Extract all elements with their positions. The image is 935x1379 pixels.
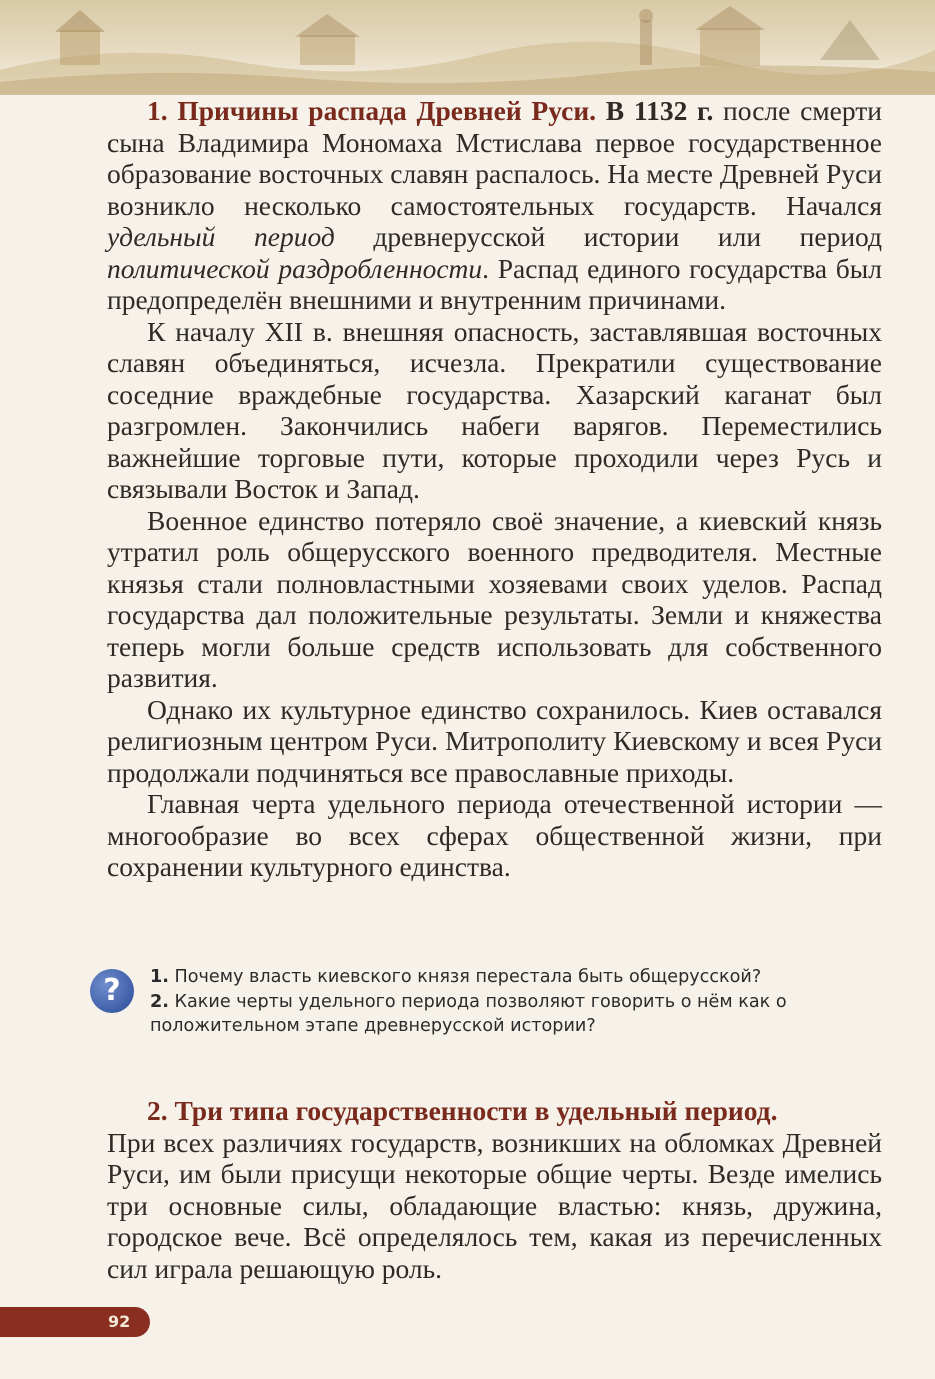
question-number: 1. — [150, 967, 169, 987]
section-2 — [107, 1095, 882, 1284]
question-text: Какие черты удельного периода позволяют говорить о нём как о положительном этапе древнерусской истории? — [150, 991, 787, 1036]
question-text: Почему власть киевского князя перестала быть общерусской? — [168, 967, 762, 987]
section-1-paragraph-1 — [107, 95, 882, 316]
section-1-paragraph-2: К началу XII в. внешняя опасность, заставлявшая восточных славян объединяться, исчезла. Прекратили существование соседние враждебные государства. Хазарский каганат был разгромлен. Закончились набеги варягов. Переместились важнейшие торговые пути, которые проходили через Русь и связывали Восток и Запад. — [107, 315, 882, 504]
question-item — [150, 990, 880, 1039]
section-2-number: 2. — [147, 1095, 168, 1126]
question-mark-icon: ? — [90, 969, 134, 1013]
question-item — [150, 965, 880, 990]
term-political-fragmentation: политической раздробленности — [107, 252, 483, 284]
review-questions — [90, 965, 890, 1055]
header-landscape-image — [0, 0, 935, 95]
year-highlight: В 1132 г. — [605, 95, 714, 126]
header-illustration — [0, 0, 935, 95]
term-udelny-period: удельный период — [107, 221, 335, 252]
question-list — [150, 965, 880, 1039]
paragraph-text: При всех различиях государств, возникших на обломках Древней Руси, им были присущи некоторые общие черты. Везде имелись три основные силы, обладающие властью: князь, дружина, городское вече. Всё определялось тем, какая из перечисленных сил играла решающую роль. — [107, 1126, 882, 1284]
section-1-paragraph-4: Однако их культурное единство сохранилось. Киев оставался религиозным центром Руси. Митрополиту Киевскому и всея Руси продолжали подчиняться все православные приходы. — [107, 693, 882, 788]
question-number: 2. — [150, 991, 169, 1012]
section-2-title: Три типа государственности в удельный период. — [174, 1095, 778, 1126]
section-1 — [107, 95, 882, 883]
section-1-number: 1. — [147, 95, 168, 126]
paragraph-text: . Распад единого государства был предопределён внешними и внутренним причинами. — [107, 252, 882, 315]
section-1-paragraph-5: Главная черта удельного периода отечественной истории — многообразие во всех сферах общественной жизни, при сохранении культурного единства. — [107, 788, 882, 882]
section-1-title: Причины распада Древней Руси. — [177, 95, 597, 126]
paragraph-text: после смерти сына Владимира Мономаха Мстислава первое государственное образование восточных славян распалось. На месте Древней Руси возникло несколько самостоятельных государств. Начался — [107, 95, 883, 221]
paragraph-text: древнерусской истории или период — [334, 221, 883, 252]
section-2-paragraph-1 — [107, 1095, 882, 1284]
page-number: 92 — [108, 1312, 131, 1331]
section-1-paragraph-3: Военное единство потеряло своё значение, а киевский князь утратил роль общерусского военного предводителя. Местные князья стали полновластными хозяевами своих уделов. Распад государства дал положительные результаты. Земли и княжества теперь могли больше средств использовать для собственного развития. — [107, 504, 882, 693]
